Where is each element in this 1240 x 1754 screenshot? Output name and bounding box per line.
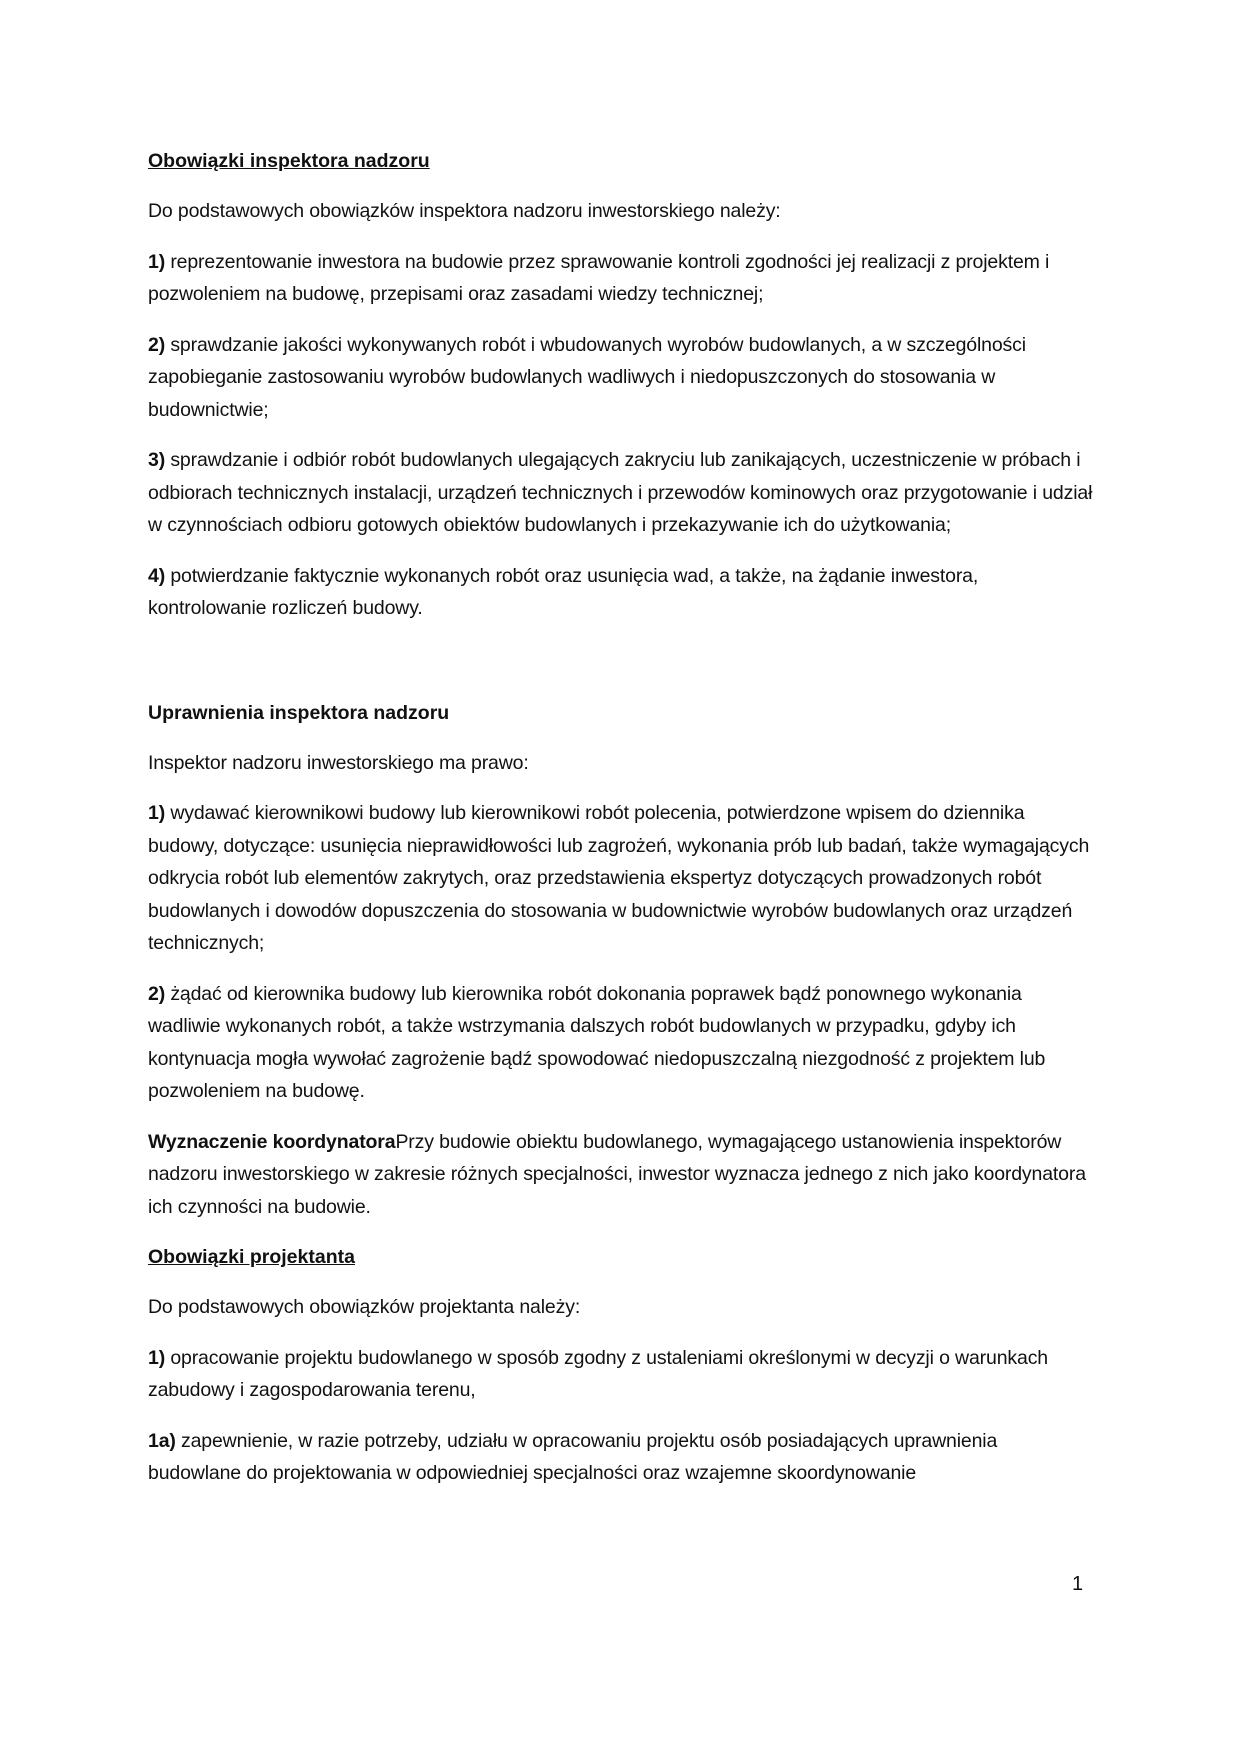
coordinator-text: Przy budowie obiektu budowlanego, wymagającego ustanowienia inspektorów nadzoru inwestorskiego w zakresie różnych specjalności, inwestor wyznacza jednego z nich jako koordynatora ich czynności na budowie. [148, 1130, 1086, 1218]
list-item [148, 1425, 1093, 1490]
item-text: sprawdzanie jakości wykonywanych robót i wbudowanych wyrobów budowlanych, a w szczególności zapobieganie zastosowaniu wyrobów budowlanych wadliwych i niedopuszczonych do stosowania w budownictwie; [148, 333, 1026, 421]
intro-designer-duties: Do podstawowych obowiązków projektanta należy: [148, 1296, 581, 1318]
list-item [148, 978, 1093, 1108]
list-item [148, 329, 1093, 427]
list-item [148, 560, 1093, 625]
document-page [148, 145, 1093, 1508]
heading-inspector-duties: Obowiązki inspektora nadzoru [148, 150, 430, 172]
list-item [148, 797, 1093, 960]
list-item [148, 444, 1093, 542]
item-text: żądać od kierownika budowy lub kierownika robót dokonania poprawek bądź ponownego wykonania wadliwie wykonanych robót, a także wstrzymania dalszych robót budowlanych w przypadku, gdyby ich kontynuacja mogła wywołać zagrożenie bądź spowodować niedopuszczalną niezgodność z projektem lub pozwoleniem na budowę. [148, 982, 1046, 1102]
heading-designer-duties: Obowiązki projektanta [148, 1246, 355, 1268]
coordinator-label: Wyznaczenie koordynatora [148, 1130, 396, 1153]
list-item [148, 1342, 1093, 1407]
item-text: reprezentowanie inwestora na budowie przez sprawowanie kontroli zgodności jej realizacji z projektem i pozwoleniem na budowę, przepisami oraz zasadami wiedzy technicznej; [148, 250, 1050, 305]
item-number: 1a) [148, 1429, 176, 1452]
item-text: wydawać kierownikowi budowy lub kierownikowi robót polecenia, potwierdzone wpisem do dziennika budowy, dotyczące: usunięcia nieprawidłowości lub zagrożeń, wykonania prób lub badań, także wymagających odkrycia robót lub elementów zakrytych, oraz przedstawienia ekspertyz dotyczących prowadzonych robót budowlanych i dowodów dopuszczenia do stosowania w budownictwie wyrobów budowlanych oraz urządzeń technicznych; [148, 802, 1090, 954]
heading-inspector-rights: Uprawnienia inspektora nadzoru [148, 701, 450, 724]
list-item [148, 246, 1093, 311]
item-text: sprawdzanie i odbiór robót budowlanych ulegających zakryciu lub zanikających, uczestniczenie w próbach i odbiorach technicznych instalacji, urządzeń technicznych i przewodów kominowych oraz przygotowanie i udział w czynnościach odbioru gotowych obiektów budowlanych i przekazywanie ich do użytkowania; [148, 449, 1093, 536]
item-number: 3) [148, 449, 166, 471]
item-number: 1) [148, 250, 166, 273]
item-text: zapewnienie, w razie potrzeby, udziału w opracowaniu projektu osób posiadających uprawnienia budowlane do projektowania w odpowiedniej specjalności oraz wzajemne skoordynowanie [148, 1429, 998, 1484]
item-number: 4) [148, 564, 166, 587]
item-number: 2) [148, 333, 166, 356]
page-number: 1 [1072, 1573, 1084, 1595]
item-text: opracowanie projektu budowlanego w sposób zgodny z ustaleniami określonymi w decyzji o warunkach zabudowy i zagospodarowania terenu, [148, 1346, 1048, 1401]
intro-inspector-rights: Inspektor nadzoru inwestorskiego ma prawo: [148, 751, 529, 774]
item-number: 1) [148, 1346, 166, 1369]
item-number: 1) [148, 802, 166, 824]
item-number: 2) [148, 982, 166, 1005]
coordinator-paragraph [148, 1126, 1093, 1224]
item-text: potwierdzanie faktycznie wykonanych robót oraz usunięcia wad, a także, na żądanie inwestora, kontrolowanie rozliczeń budowy. [148, 564, 979, 619]
intro-inspector-duties: Do podstawowych obowiązków inspektora nadzoru inwestorskiego należy: [148, 200, 781, 222]
section-spacer [148, 643, 1093, 697]
